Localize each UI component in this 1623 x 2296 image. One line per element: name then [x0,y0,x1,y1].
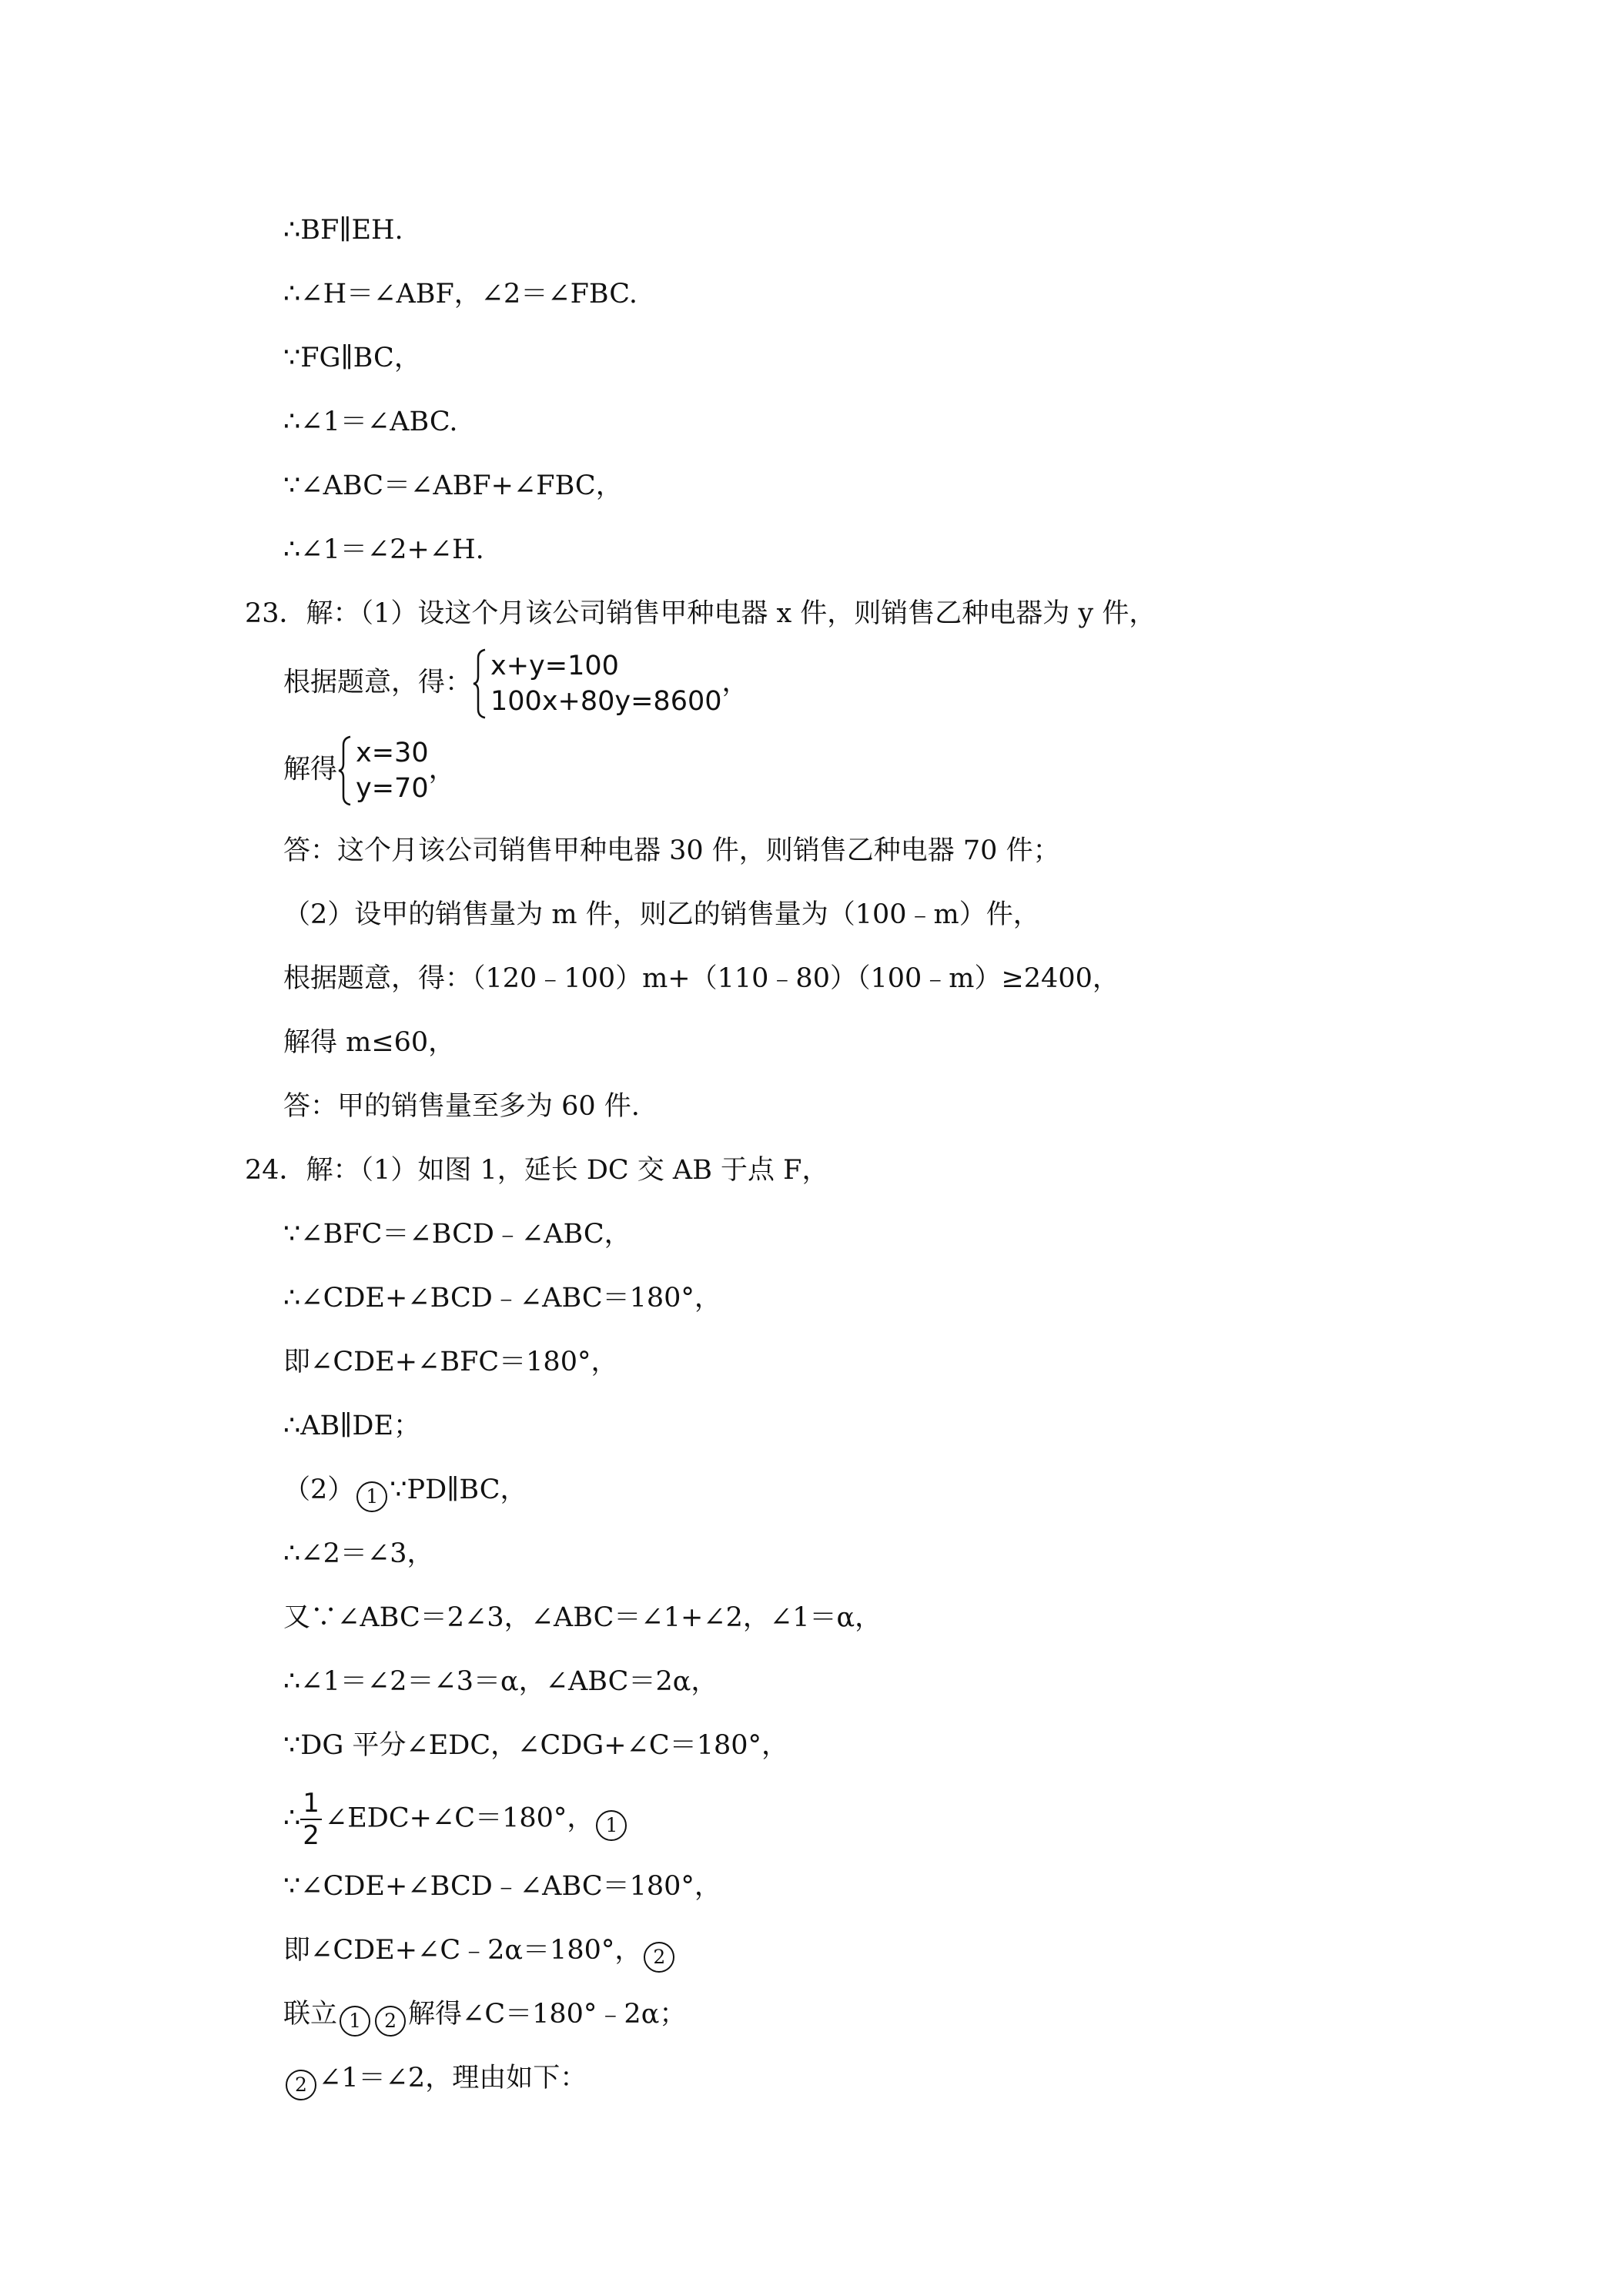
proof-line-3: ∵FG∥BC， [283,343,421,373]
q24-line-m-text: 解得∠C＝180°﹣2α； [408,1999,687,2030]
circled-number-2: 2 [644,1942,674,1973]
q23-part-2: （2）设甲的销售量为 m 件，则乙的销售量为（100﹣m）件， [283,899,1040,930]
q24-line-j [283,1788,629,1851]
circled-number-1: 1 [356,1481,387,1512]
fraction-one-half [300,1788,322,1851]
q24-line-b: ∴∠CDE+∠BCD﹣∠ABC＝180°， [283,1283,721,1314]
q24-line-l [283,1933,677,1973]
circled-number-2: 2 [286,2070,316,2100]
q23-solution-2: y=70 [356,773,429,804]
q24-line-k: ∵∠CDE+∠BCD﹣∠ABC＝180°， [283,1871,721,1902]
q24-line-m [283,1996,686,2037]
q24-line-l-text: 即∠CDE+∠C﹣2α＝180°， [283,1935,642,1966]
proof-line-6: ∴∠1＝∠2+∠H. [283,534,484,565]
left-brace-icon [337,735,353,806]
proof-line-4: ∴∠1＝∠ABC. [283,407,458,437]
q24-line-n [283,2060,587,2100]
q24-line-c: 即∠CDE+∠BFC＝180°， [283,1347,618,1377]
q23-number: 23． [245,598,306,629]
q23-equation-2: 100x+80y=8600 [490,686,722,717]
q23-solve-line [283,735,456,806]
q24-line-a: ∵∠BFC＝∠BCD﹣∠ABC， [283,1219,631,1250]
q23-inequality: 根据题意，得：（120﹣100）m+（110﹣80）（100﹣m）≥2400， [283,963,1119,994]
q23-comma-2: ， [428,754,456,785]
q23-solve-2: 解得 m≤60， [283,1027,456,1058]
fraction-numerator: 1 [300,1788,322,1820]
q23-equation-system [472,648,722,719]
proof-line-1: ∴BF∥EH. [283,215,403,246]
circled-number-2: 2 [375,2006,406,2037]
q23-intro: 解：（1）设这个月该公司销售甲种电器 x 件，则销售乙种电器为 y 件， [306,598,1156,629]
q24-line-g: 又∵∠ABC＝2∠3，∠ABC＝∠1+∠2，∠1＝α， [283,1602,882,1633]
circled-number-1: 1 [340,2006,370,2037]
q24-line-i: ∵DG 平分∠EDC，∠CDG+∠C＝180°， [283,1730,788,1761]
q23-answer-2: 答：甲的销售量至多为 60 件. [283,1091,640,1122]
q24-line-e [283,1472,527,1512]
q23-solve-text: 解得 [283,754,338,785]
proof-line-2: ∴∠H＝∠ABF，∠2＝∠FBC. [283,279,637,310]
q23-setup-line [283,648,749,719]
circled-number-1: 1 [596,1810,627,1841]
q24-line-h: ∴∠1＝∠2＝∠3＝α，∠ABC＝2α， [283,1666,718,1697]
q24-line-j-text: ∠EDC+∠C＝180°， [324,1802,594,1834]
q24-line-n-text: ∠1＝∠2，理由如下： [319,2063,587,2094]
q23-setup-text: 根据题意，得： [283,667,473,698]
q23-solution-1: x=30 [356,738,429,768]
therefore-symbol: ∴ [283,1802,301,1834]
q23-answer-1: 答：这个月该公司销售甲种电器 30 件，则销售乙种电器 70 件； [283,835,1060,866]
q23-equation-1: x+y=100 [490,651,619,681]
q24-line-e-text: ∵PD∥BC， [390,1474,527,1505]
proof-line-5: ∵∠ABC＝∠ABF+∠FBC， [283,470,623,501]
q24-line-m-prefix: 联立 [283,1999,338,2030]
q24-line-d: ∴AB∥DE； [283,1411,421,1441]
left-brace-icon [472,648,487,719]
q24-part-2-label: （2） [283,1474,355,1505]
q24-number: 24． [245,1155,306,1186]
q24-intro-line [245,1153,828,1188]
q24-line-f: ∴∠2＝∠3， [283,1538,434,1569]
fraction-denominator: 2 [303,1820,320,1851]
q24-intro: 解：（1）如图 1，延长 DC 交 AB 于点 F， [306,1155,829,1186]
q23-comma-1: ， [721,667,749,698]
q23-solution-system [337,735,429,806]
q23-intro-line [245,596,1156,631]
